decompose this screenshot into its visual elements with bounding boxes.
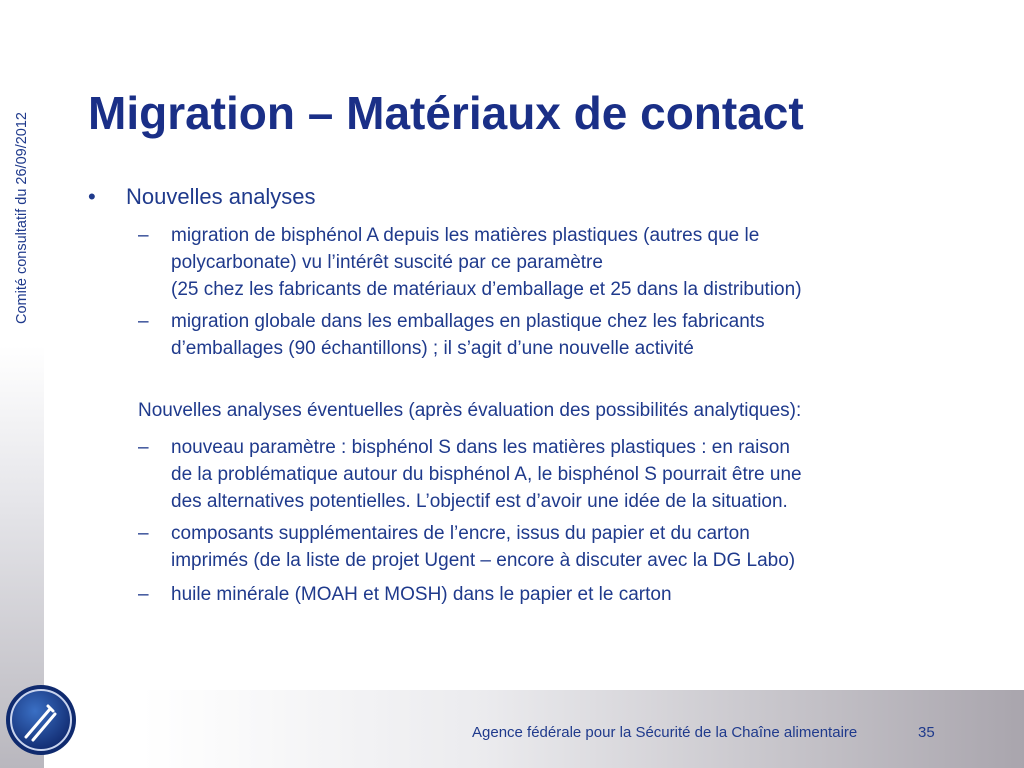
- slide-title: Migration – Matériaux de contact: [88, 87, 804, 139]
- footer-agency-name: Agence fédérale pour la Sécurité de la Chaîne alimentaire: [472, 724, 858, 741]
- sub-bullet-line: de la problématique autour du bisphénol A, le bisphénol S pourrait être une: [171, 464, 802, 485]
- dash-marker: –: [138, 311, 149, 332]
- bullet-marker: •: [88, 184, 96, 209]
- sub-bullet-line: des alternatives potentielles. L’objectif est d’avoir une idée de la situation.: [171, 491, 788, 512]
- sub-bullet-line: (25 chez les fabricants de matériaux d’emballage et 25 dans la distribution): [171, 279, 802, 300]
- sub-bullet-global-migration: [138, 308, 765, 362]
- bullet-nouvelles-analyses: [88, 184, 316, 210]
- sub-bullet-line: d’emballages (90 échantillons) ; il s’agit d’une nouvelle activité: [171, 338, 694, 359]
- meeting-date-label: Comité consultatif du 26/09/2012: [14, 112, 30, 324]
- possible-analyses-heading: Nouvelles analyses éventuelles (après évaluation des possibilités analytiques):: [138, 400, 802, 421]
- sub-bullet-bpa-migration: [138, 222, 802, 303]
- dash-marker: –: [138, 437, 149, 458]
- sub-bullet-line: polycarbonate) vu l’intérêt suscité par ce paramètre: [171, 252, 603, 273]
- sub-bullet-mineral-oil: [138, 581, 672, 608]
- dash-marker: –: [138, 523, 149, 544]
- afsca-logo-icon: [4, 683, 78, 757]
- sub-bullet-line: nouveau paramètre : bisphénol S dans les matières plastiques : en raison: [171, 437, 790, 458]
- sub-bullet-line: migration globale dans les emballages en plastique chez les fabricants: [171, 311, 765, 332]
- dash-marker: –: [138, 225, 149, 246]
- sub-bullet-line: huile minérale (MOAH et MOSH) dans le papier et le carton: [171, 584, 672, 605]
- sub-bullet-line: migration de bisphénol A depuis les matières plastiques (autres que le: [171, 225, 760, 246]
- bullet-text: Nouvelles analyses: [126, 184, 316, 209]
- sub-bullet-ink-components: [138, 520, 795, 574]
- page-number: 35: [918, 724, 935, 741]
- sub-bullet-bisphenol-s: [138, 434, 802, 515]
- sub-bullet-line: composants supplémentaires de l’encre, issus du papier et du carton: [171, 523, 750, 544]
- dash-marker: –: [138, 584, 149, 605]
- sub-bullet-line: imprimés (de la liste de projet Ugent – encore à discuter avec la DG Labo): [171, 550, 796, 571]
